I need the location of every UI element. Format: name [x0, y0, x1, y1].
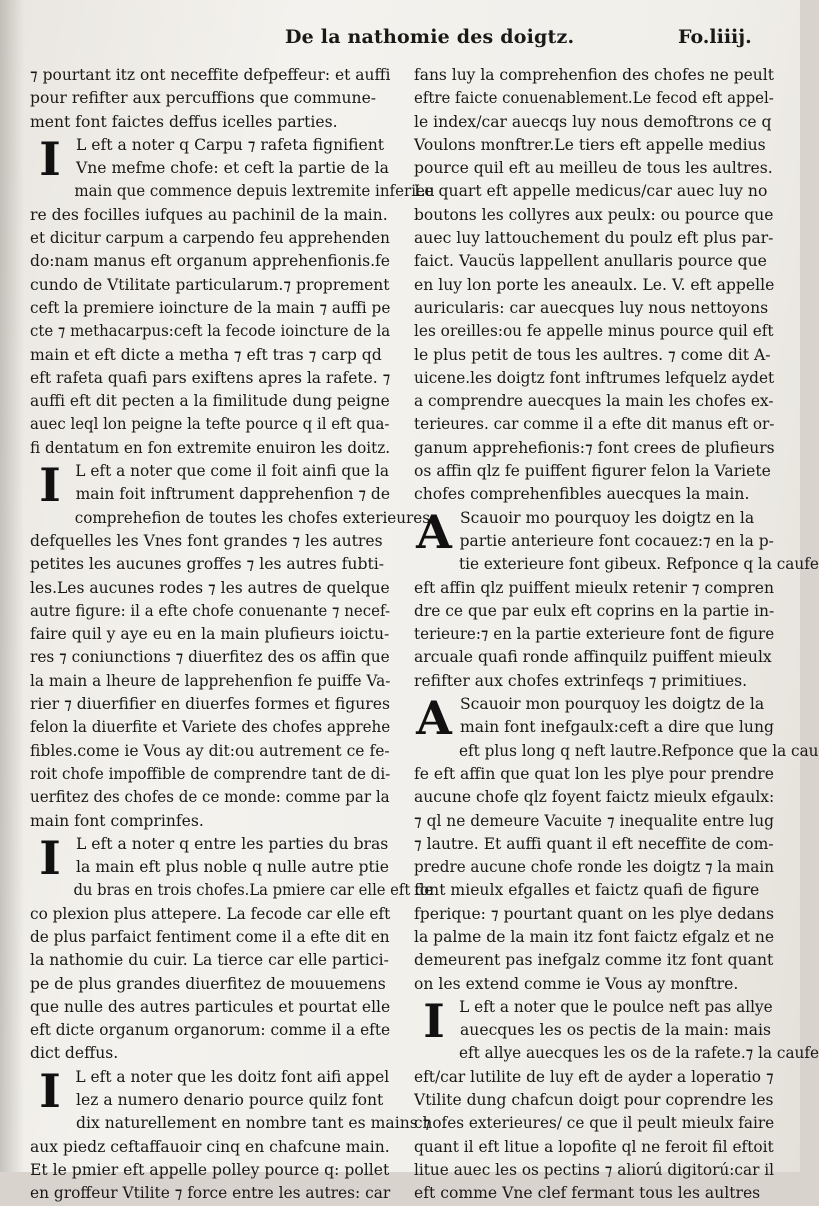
text-line: le plus petit de tous les aultres. ⁊ come dit A- — [414, 345, 771, 364]
text-line: chofes comprehenfibles auecques la main. — [414, 485, 750, 504]
text-line: main foit inftrument dapprehenfion ⁊ de — [75, 485, 390, 504]
drop-cap-initial: I — [39, 1063, 61, 1118]
drop-cap-initial: A — [416, 691, 452, 746]
page-header — [0, 26, 800, 56]
text-line: arcuale quafi ronde affinquilz puiffent mieulx — [414, 648, 772, 667]
text-line: eft/car lutilite de luy eft de ayder a loperatio ⁊ — [414, 1067, 774, 1086]
text-line: quant il eft litue a lopofite ql ne feroit fil eftoit — [414, 1137, 774, 1156]
text-line: litue auec les os pectins ⁊ aliorú digitorú:car il — [414, 1160, 775, 1179]
text-line: on les extend comme ie Vous ay monftre. — [414, 974, 739, 993]
text-line: Scauoir mon pourquoy les doigtz de la — [460, 695, 765, 714]
paragraph — [414, 64, 774, 507]
text-line: L eft a noter que come il foit ainfi que la — [75, 462, 390, 481]
text-line: partie anterieure font cocauez:⁊ en la p- — [459, 531, 774, 550]
text-line: font mieulx efgalles et faictz quafi de figure — [414, 881, 760, 900]
text-line: auricularis: car auecques luy nous nettoyons — [414, 298, 769, 317]
text-line: eft allye auecques les os de la rafete.⁊ la caufe — [458, 1044, 819, 1063]
text-line: terieure:⁊ en la partie exterieure font de figure — [414, 625, 775, 644]
text-line: fe eft affin que quat lon les plye pour prendre — [414, 764, 774, 783]
text-line: le index/car auecqs luy nous demoftrons ce q — [414, 112, 772, 131]
text-line: roit chofe impoffible de comprendre tant de di- — [30, 764, 391, 783]
paragraph — [30, 1063, 431, 1206]
text-line: de plus parfaict fentiment come il a efte dit en — [30, 927, 390, 946]
text-line: ceft la premiere ioincture de la main ⁊ auffi pe — [30, 298, 391, 317]
text-line: pe de plus grandes diuerfitez de mouuemens — [30, 974, 386, 993]
text-line: lez a numero denario pource quilz font — [76, 1091, 384, 1110]
text-line: L eft a noter que le poulce neft pas allye — [459, 997, 773, 1016]
text-line: Voulons monftrer.Le tiers eft appelle medius — [414, 135, 766, 154]
text-line: en luy lon porte les aneaulx. Le. V. eft appelle — [414, 275, 775, 294]
drop-cap-initial: I — [39, 458, 61, 513]
text-line: co plexion plus attepere. La fecode car elle eft — [30, 904, 391, 923]
text-line: eft affin qlz puiffent mieulx retenir ⁊ compren — [414, 578, 774, 597]
text-line: aux piedz ceftaffauoir cinq en chafcune main. — [30, 1137, 390, 1156]
text-line: eft plus long q neft lautre.Refponce que la cau — [458, 741, 819, 760]
text-line: aucune chofe qlz foyent faictz mieulx efgaulx: — [414, 788, 775, 807]
text-line: os affin qlz fe puiffent figurer felon la Variete — [414, 462, 771, 481]
text-line: ment font faictes deffus icelles parties. — [30, 112, 338, 131]
text-line: en groffeur Vtilite ⁊ force entre les autres: car — [30, 1184, 391, 1203]
text-line: auec luy lattouchement du poulz eft plus par- — [414, 229, 774, 248]
drop-cap-initial: I — [423, 993, 445, 1048]
text-line: re des focilles iufques au pachinil de la main. — [30, 205, 388, 224]
text-line: demeurent pas inefgalz comme itz font quant — [414, 951, 774, 970]
text-line: et dicitur carpum a carpendo feu apprehenden — [30, 229, 390, 248]
text-line: chofes exterieures/ ce que il peult mieulx faire — [414, 1114, 775, 1133]
text-line: terieures. car comme il a efte dit manus eft or- — [414, 415, 775, 434]
text-line: fi dentatum en fon extremite enuiron les doitz. — [30, 438, 391, 457]
text-line: defquelles les Vnes font grandes ⁊ les autres — [30, 531, 383, 550]
left-column — [30, 64, 436, 1206]
text-line: du bras en trois chofes.La pmiere car elle eft de — [73, 881, 434, 900]
folio-number: Fo.liiij. — [678, 26, 752, 48]
text-line: ⁊ ql ne demeure Vacuite ⁊ inequalite entre lug — [414, 811, 775, 830]
text-line: eft comme Vne clef fermant tous les aultres — [414, 1184, 761, 1203]
text-line: res ⁊ coniunctions ⁊ diuerfitez des os affin que — [30, 648, 390, 667]
text-line: Le quart eft appelle medicus/car auec luy no — [414, 182, 768, 201]
text-line: main font inefgaulx:ceft a dire que lung — [460, 718, 774, 737]
text-line: main font comprinfes. — [30, 811, 204, 830]
text-line: Vne mefme chofe: et ceft la partie de la — [76, 159, 389, 178]
text-line: Vtilite dung chafcun doigt pour coprendre les — [414, 1091, 774, 1110]
right-column — [414, 64, 819, 1206]
text-line: dre ce que par eulx eft coprins en la partie in- — [414, 601, 775, 620]
text-line: refifter aux chofes extrinfeqs ⁊ primitiues. — [414, 671, 748, 690]
text-line: auffi eft dit pecten a la fimilitude dung peigne — [30, 392, 390, 411]
text-line: la nathomie du cuir. La tierce car elle partici- — [30, 951, 389, 970]
paragraph — [30, 131, 435, 460]
text-line: boutons les collyres aux peulx: ou pource que — [414, 205, 774, 224]
text-line: a comprendre auecques la main les chofes ex- — [414, 392, 774, 411]
text-line: faict. Vaucüs lappellent anullaris pource que — [414, 252, 767, 271]
text-line: la palme de la main itz font faictz efgalz et ne — [414, 927, 775, 946]
text-line: main et eft dicte a metha ⁊ eft tras ⁊ carp qd — [30, 345, 382, 364]
text-line: auec leql lon peigne la tefte pource q il eft qua- — [30, 415, 390, 434]
text-line: dict deffus. — [30, 1044, 119, 1063]
text-line: predre aucune chofe ronde les doigtz ⁊ la main — [414, 858, 774, 877]
text-line: do:nam manus eft organum apprehenfionis.fe — [30, 252, 390, 271]
text-line: eft rafeta quafi pars exiftens apres la rafete. ⁊ — [30, 368, 391, 387]
binding-shadow — [0, 0, 24, 1172]
text-line: rier ⁊ diuerfifier en diuerfes formes et figures — [30, 695, 390, 714]
text-line: eftre faicte conuenablement.Le fecod eft appel- — [414, 89, 774, 108]
paragraph — [30, 458, 436, 833]
text-line: fperique: ⁊ pourtant quant on les plye dedans — [414, 904, 774, 923]
text-line: la main eft plus noble q nulle autre ptie — [76, 858, 389, 877]
text-line: felon la diuerfite et Variete des chofes apprehe — [30, 718, 391, 737]
text-line: pource quil eft au meilleu de tous les aultres. — [414, 159, 773, 178]
text-line: L eft a noter q Carpu ⁊ rafeta fignifient — [76, 135, 385, 154]
text-line: autre figure: il a efte chofe conuenante ⁊ necef- — [30, 601, 391, 620]
text-line: auecques les os pectis de la main: mais — [460, 1021, 771, 1040]
text-line: Et le pmier eft appelle polley pource q: pollet — [30, 1160, 390, 1179]
text-line: fans luy la comprehenfion des chofes ne peult — [414, 66, 774, 84]
paragraph — [414, 691, 819, 996]
text-line: pour refifter aux percuffions que commune- — [30, 89, 377, 108]
text-line: dix naturellement en nombre tant es mains ⁊ — [76, 1114, 431, 1133]
text-line: les.Les aucunes rodes ⁊ les autres de quelque — [30, 578, 390, 597]
paragraph — [30, 64, 390, 134]
text-line: la main a lheure de lapprehenfion fe puiffe Va- — [30, 671, 391, 690]
text-line: eft dicte organum organorum: comme il a efte — [30, 1021, 391, 1040]
text-line: ⁊ lautre. Et auffi quant il eft neceffite de com- — [414, 834, 774, 853]
text-line: ganum apprehefionis:⁊ font crees de plufieurs — [414, 438, 775, 457]
text-line: L eft a noter que les doitz font aifi appel — [75, 1067, 390, 1086]
text-line: tie exterieure font gibeux. Refponce q la caufe — [458, 555, 819, 574]
text-line: ⁊ pourtant itz ont neceffite defpeffeur: et auffi — [30, 66, 391, 84]
text-line: uerfitez des chofes de ce monde: comme par la — [30, 788, 390, 807]
paragraph — [414, 993, 819, 1206]
text-line: les oreilles:ou fe appelle minus pource quil eft — [414, 322, 774, 341]
text-line: L eft a noter q entre les parties du bras — [76, 834, 389, 853]
text-line: uicene.les doigtz font inftrumes lefquelz aydet — [414, 368, 775, 387]
text-line: petites les aucunes groffes ⁊ les autres fubti- — [30, 555, 384, 574]
text-line: Scauoir mo pourquoy les doigtz en la — [460, 508, 755, 527]
text-line: comprehefion de toutes les chofes exterieures: — [74, 508, 436, 527]
drop-cap-initial: I — [39, 131, 61, 186]
text-line: cte ⁊ methacarpus:ceft la fecode ioincture de la — [30, 322, 391, 341]
drop-cap-initial: I — [39, 830, 61, 885]
text-line: main que commence depuis lextremite inferieu — [74, 182, 435, 201]
text-line: que nulle des autres particules et pourtat elle — [30, 997, 391, 1016]
drop-cap-initial: A — [416, 504, 452, 559]
paragraph — [414, 504, 819, 693]
text-line: cundo de Vtilitate particularum.⁊ proprement — [30, 275, 390, 294]
running-head: De la nathomie des doigtz. — [285, 26, 575, 48]
text-line: fibles.come ie Vous ay dit:ou autrement ce fe- — [30, 741, 390, 760]
paragraph — [30, 830, 434, 1066]
text-line: faire quil y aye eu en la main plufieurs ioictu- — [30, 625, 390, 644]
